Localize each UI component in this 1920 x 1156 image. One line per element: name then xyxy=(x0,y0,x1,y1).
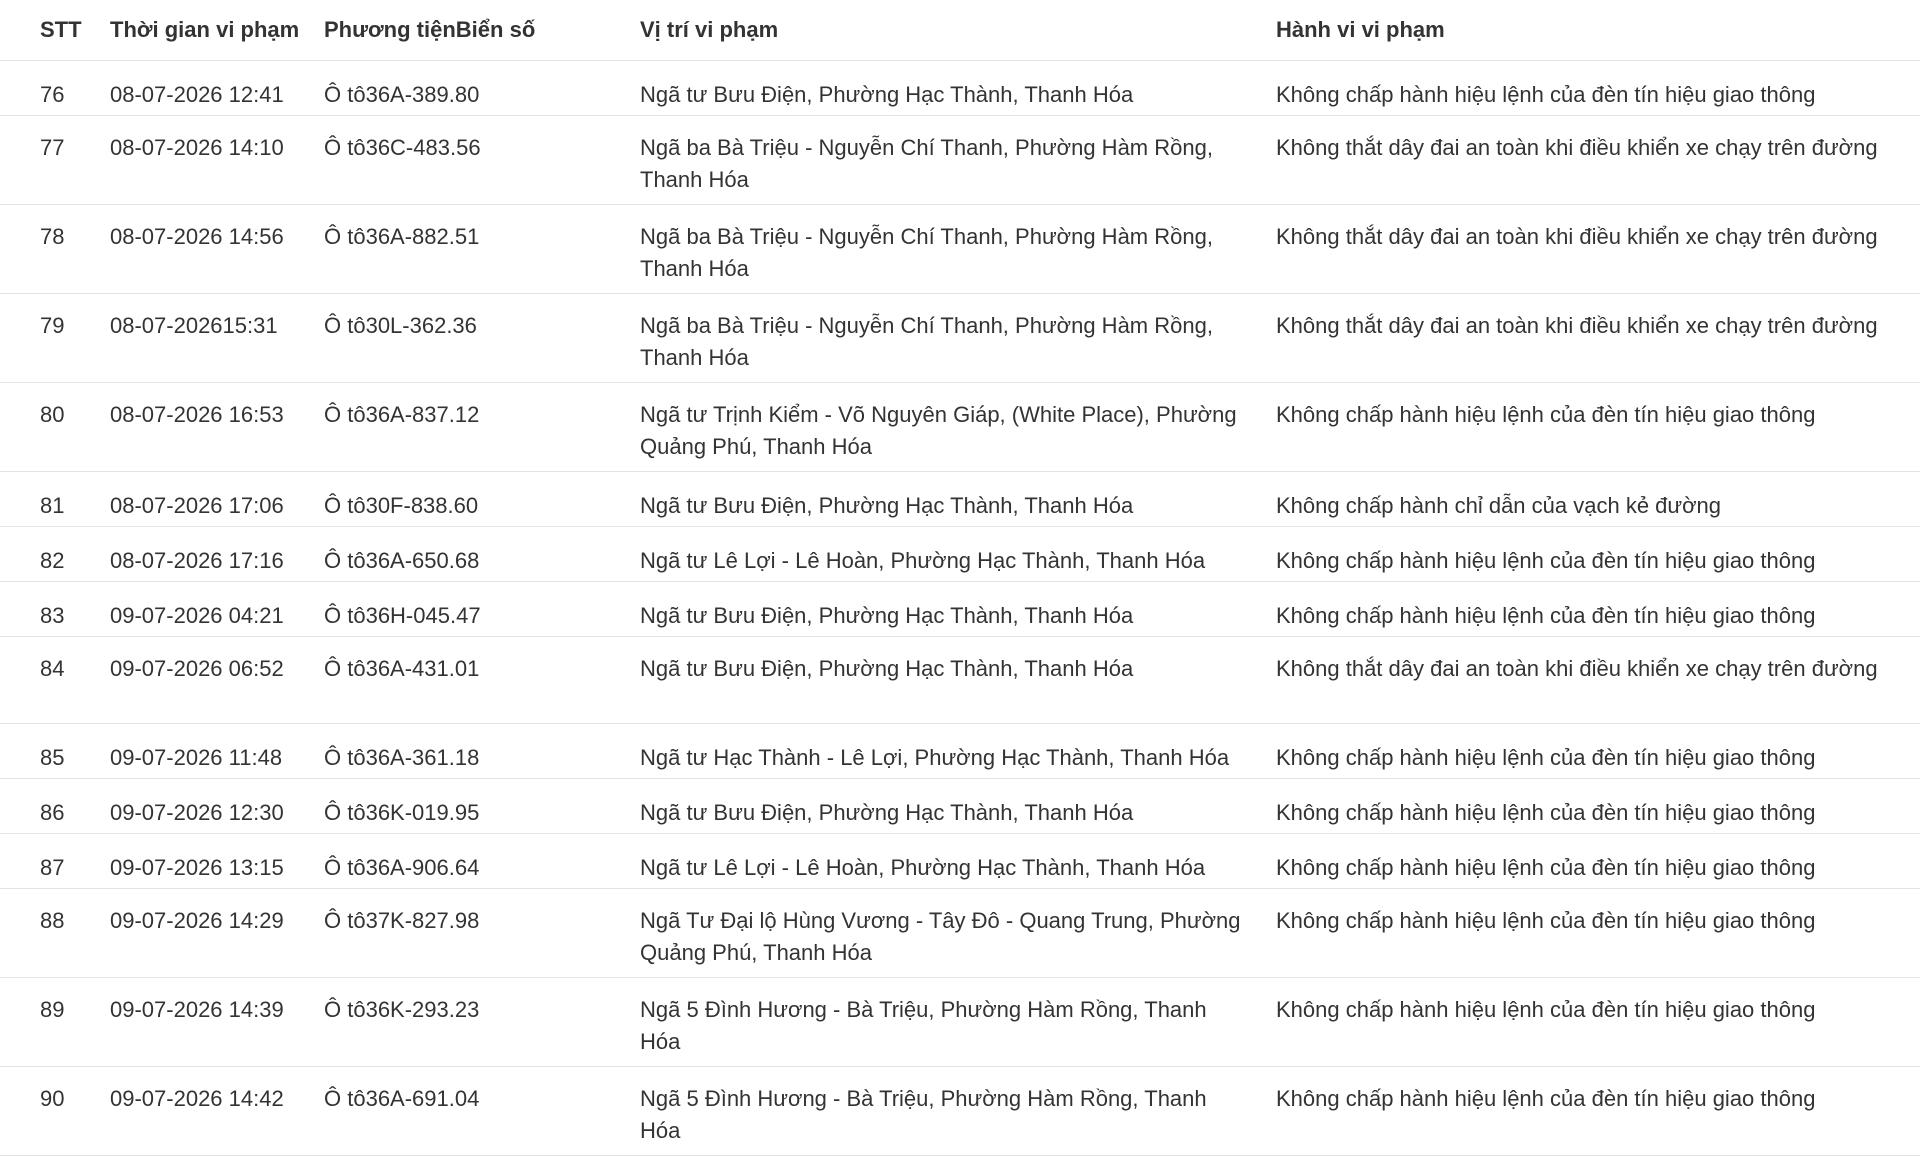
cell-vehicle: Ô tô xyxy=(324,312,366,338)
cell-vehicle-plate xyxy=(324,204,640,293)
header-stt: STT xyxy=(40,16,82,42)
cell-stt: 89 xyxy=(40,996,65,1022)
cell-stt: 86 xyxy=(40,799,65,825)
cell-vehicle: Ô tô xyxy=(324,655,366,681)
cell-vehicle: Ô tô xyxy=(324,134,366,160)
cell-behavior-text: Không chấp hành hiệu lệnh của đèn tín hiệu giao thông xyxy=(1276,907,1816,933)
cell-location-text: Ngã tư Bưu Điện, Phường Hạc Thành, Thanh Hóa xyxy=(640,81,1134,107)
cell-plate: 36A-882.51 xyxy=(365,223,480,249)
cell-vehicle-plate xyxy=(324,382,640,471)
cell-location xyxy=(640,471,1276,526)
cell-location xyxy=(640,382,1276,471)
cell-behavior-text: Không thắt dây đai an toàn khi điều khiển xe chạy trên đường xyxy=(1276,312,1878,338)
cell-plate: 36K-019.95 xyxy=(365,799,480,825)
cell-behavior-text: Không chấp hành hiệu lệnh của đèn tín hiệu giao thông xyxy=(1276,996,1816,1022)
cell-behavior-text: Không thắt dây đai an toàn khi điều khiển xe chạy trên đường xyxy=(1276,655,1878,681)
header-plate: Biển số xyxy=(455,16,536,42)
cell-vehicle-plate xyxy=(324,723,640,778)
cell-vehicle-plate xyxy=(324,115,640,204)
cell-time: 09-07-2026 14:39 xyxy=(110,996,284,1022)
cell-plate: 36A-837.12 xyxy=(365,401,480,427)
cell-behavior-text: Không chấp hành hiệu lệnh của đèn tín hiệu giao thông xyxy=(1276,401,1816,427)
cell-behavior-text: Không thắt dây đai an toàn khi điều khiển xe chạy trên đường xyxy=(1276,223,1878,249)
cell-stt: 87 xyxy=(40,854,65,880)
cell-behavior xyxy=(1276,60,1920,115)
cell-plate: 36A-389.80 xyxy=(365,81,480,107)
cell-vehicle: Ô tô xyxy=(324,1085,366,1111)
cell-vehicle-plate xyxy=(324,778,640,833)
cell-location-text: Ngã ba Bà Triệu - Nguyễn Chí Thanh, Phường Hàm Rồng, Thanh Hóa xyxy=(640,223,1213,281)
cell-time: 09-07-2026 13:15 xyxy=(110,854,284,880)
cell-time: 08-07-202615:31 xyxy=(110,312,278,338)
cell-stt: 77 xyxy=(40,134,65,160)
cell-time: 09-07-2026 06:52 xyxy=(110,655,284,681)
cell-vehicle-plate xyxy=(324,581,640,636)
cell-location xyxy=(640,636,1276,723)
cell-time: 09-07-2026 04:21 xyxy=(110,602,284,628)
cell-behavior xyxy=(1276,778,1920,833)
cell-vehicle-plate xyxy=(324,636,640,723)
cell-location-text: Ngã ba Bà Triệu - Nguyễn Chí Thanh, Phường Hàm Rồng, Thanh Hóa xyxy=(640,312,1213,370)
cell-plate: 36A-691.04 xyxy=(365,1085,480,1111)
table-row xyxy=(0,778,1920,833)
cell-vehicle: Ô tô xyxy=(324,401,366,427)
cell-behavior-text: Không chấp hành hiệu lệnh của đèn tín hiệu giao thông xyxy=(1276,744,1816,770)
cell-behavior-text: Không chấp hành hiệu lệnh của đèn tín hiệu giao thông xyxy=(1276,854,1816,880)
cell-vehicle: Ô tô xyxy=(324,602,366,628)
cell-location-text: Ngã tư Trịnh Kiểm - Võ Nguyên Giáp, (White Place), Phường Quảng Phú, Thanh Hóa xyxy=(640,401,1237,459)
cell-location-text: Ngã tư Lê Lợi - Lê Hoàn, Phường Hạc Thành, Thanh Hóa xyxy=(640,854,1206,880)
cell-behavior xyxy=(1276,382,1920,471)
cell-location xyxy=(640,723,1276,778)
cell-location xyxy=(640,293,1276,382)
cell-plate: 36A-361.18 xyxy=(365,744,480,770)
table-row xyxy=(0,115,1920,204)
cell-location xyxy=(640,833,1276,888)
table-row xyxy=(0,636,1920,723)
cell-location xyxy=(640,526,1276,581)
cell-stt: 85 xyxy=(40,744,65,770)
cell-vehicle: Ô tô xyxy=(324,854,366,880)
cell-plate: 30L-362.36 xyxy=(365,312,477,338)
cell-time: 08-07-2026 14:10 xyxy=(110,134,284,160)
cell-stt: 82 xyxy=(40,547,65,573)
cell-stt: 79 xyxy=(40,312,65,338)
cell-time: 09-07-2026 11:48 xyxy=(110,744,283,770)
cell-location xyxy=(640,115,1276,204)
cell-stt: 78 xyxy=(40,223,65,249)
cell-plate: 36C-483.56 xyxy=(365,134,481,160)
cell-vehicle: Ô tô xyxy=(324,907,366,933)
cell-behavior xyxy=(1276,1066,1920,1155)
cell-vehicle-plate xyxy=(324,1066,640,1155)
cell-location xyxy=(640,581,1276,636)
cell-behavior-text: Không chấp hành hiệu lệnh của đèn tín hiệu giao thông xyxy=(1276,81,1816,107)
header-vehicle-plate xyxy=(324,0,640,60)
cell-location-text: Ngã tư Lê Lợi - Lê Hoàn, Phường Hạc Thành, Thanh Hóa xyxy=(640,547,1206,573)
cell-location xyxy=(640,778,1276,833)
table-body xyxy=(0,60,1920,1155)
cell-time: 09-07-2026 12:30 xyxy=(110,799,284,825)
cell-plate: 30F-838.60 xyxy=(365,492,479,518)
cell-vehicle: Ô tô xyxy=(324,223,366,249)
table-row xyxy=(0,723,1920,778)
cell-time: 08-07-2026 16:53 xyxy=(110,401,284,427)
cell-vehicle-plate xyxy=(324,526,640,581)
cell-behavior xyxy=(1276,526,1920,581)
cell-time: 08-07-2026 14:56 xyxy=(110,223,284,249)
header-time: Thời gian vi phạm xyxy=(110,16,300,42)
cell-behavior-text: Không chấp hành hiệu lệnh của đèn tín hiệu giao thông xyxy=(1276,602,1816,628)
cell-time: 08-07-2026 17:16 xyxy=(110,547,284,573)
cell-stt: 80 xyxy=(40,401,65,427)
table-header xyxy=(0,0,1920,60)
cell-behavior xyxy=(1276,888,1920,977)
cell-behavior xyxy=(1276,636,1920,723)
cell-location-text: Ngã tư Bưu Điện, Phường Hạc Thành, Thanh Hóa xyxy=(640,492,1134,518)
cell-location-text: Ngã tư Hạc Thành - Lê Lợi, Phường Hạc Thành, Thanh Hóa xyxy=(640,744,1230,770)
cell-behavior-text: Không chấp hành hiệu lệnh của đèn tín hiệu giao thông xyxy=(1276,1085,1816,1111)
table-row xyxy=(0,526,1920,581)
table-row xyxy=(0,382,1920,471)
cell-location-text: Ngã ba Bà Triệu - Nguyễn Chí Thanh, Phường Hàm Rồng, Thanh Hóa xyxy=(640,134,1213,192)
cell-location-text: Ngã tư Bưu Điện, Phường Hạc Thành, Thanh Hóa xyxy=(640,799,1134,825)
table-row xyxy=(0,581,1920,636)
header-row xyxy=(0,0,1920,60)
cell-stt: 90 xyxy=(40,1085,65,1111)
cell-location xyxy=(640,1066,1276,1155)
cell-behavior xyxy=(1276,581,1920,636)
cell-stt: 83 xyxy=(40,602,65,628)
table-row xyxy=(0,471,1920,526)
cell-behavior xyxy=(1276,293,1920,382)
cell-behavior xyxy=(1276,471,1920,526)
cell-behavior xyxy=(1276,833,1920,888)
cell-location-text: Ngã tư Bưu Điện, Phường Hạc Thành, Thanh Hóa xyxy=(640,655,1134,681)
cell-plate: 36K-293.23 xyxy=(365,996,480,1022)
header-vehicle: Phương tiện xyxy=(324,16,456,42)
cell-location-text: Ngã 5 Đình Hương - Bà Triệu, Phường Hàm Rồng, Thanh Hóa xyxy=(640,996,1207,1054)
cell-behavior-text: Không chấp hành hiệu lệnh của đèn tín hiệu giao thông xyxy=(1276,547,1816,573)
cell-time: 09-07-2026 14:42 xyxy=(110,1085,284,1111)
table-row xyxy=(0,833,1920,888)
cell-time: 08-07-2026 12:41 xyxy=(110,81,284,107)
cell-vehicle: Ô tô xyxy=(324,547,366,573)
cell-vehicle-plate xyxy=(324,471,640,526)
cell-vehicle-plate xyxy=(324,833,640,888)
cell-stt: 81 xyxy=(40,492,65,518)
cell-location xyxy=(640,60,1276,115)
cell-location xyxy=(640,204,1276,293)
cell-behavior xyxy=(1276,204,1920,293)
cell-time: 08-07-2026 17:06 xyxy=(110,492,284,518)
cell-plate: 36A-650.68 xyxy=(365,547,480,573)
cell-location xyxy=(640,977,1276,1066)
cell-stt: 84 xyxy=(40,655,65,681)
cell-vehicle: Ô tô xyxy=(324,492,366,518)
header-behavior: Hành vi vi phạm xyxy=(1276,16,1445,42)
cell-plate: 36A-906.64 xyxy=(365,854,480,880)
table-row xyxy=(0,60,1920,115)
cell-behavior xyxy=(1276,115,1920,204)
table-row xyxy=(0,1066,1920,1155)
cell-vehicle-plate xyxy=(324,888,640,977)
table-row xyxy=(0,977,1920,1066)
cell-vehicle-plate xyxy=(324,60,640,115)
cell-plate: 36A-431.01 xyxy=(365,655,480,681)
cell-behavior xyxy=(1276,723,1920,778)
cell-stt: 88 xyxy=(40,907,65,933)
table-row xyxy=(0,204,1920,293)
cell-location-text: Ngã tư Bưu Điện, Phường Hạc Thành, Thanh Hóa xyxy=(640,602,1134,628)
table-row xyxy=(0,888,1920,977)
cell-behavior-text: Không chấp hành chỉ dẫn của vạch kẻ đường xyxy=(1276,492,1722,518)
cell-location-text: Ngã Tư Đại lộ Hùng Vương - Tây Đô - Quang Trung, Phường Quảng Phú, Thanh Hóa xyxy=(640,907,1241,965)
cell-behavior-text: Không chấp hành hiệu lệnh của đèn tín hiệu giao thông xyxy=(1276,799,1816,825)
cell-vehicle-plate xyxy=(324,293,640,382)
table-row xyxy=(0,293,1920,382)
cell-vehicle: Ô tô xyxy=(324,799,366,825)
cell-location xyxy=(640,888,1276,977)
cell-location-text: Ngã 5 Đình Hương - Bà Triệu, Phường Hàm Rồng, Thanh Hóa xyxy=(640,1085,1207,1143)
cell-vehicle: Ô tô xyxy=(324,996,366,1022)
cell-behavior xyxy=(1276,977,1920,1066)
header-location: Vị trí vi phạm xyxy=(640,16,779,42)
cell-behavior-text: Không thắt dây đai an toàn khi điều khiển xe chạy trên đường xyxy=(1276,134,1878,160)
cell-plate: 37K-827.98 xyxy=(365,907,480,933)
cell-stt: 76 xyxy=(40,81,65,107)
cell-vehicle: Ô tô xyxy=(324,81,366,107)
cell-time: 09-07-2026 14:29 xyxy=(110,907,284,933)
cell-vehicle-plate xyxy=(324,977,640,1066)
cell-plate: 36H-045.47 xyxy=(365,602,481,628)
cell-vehicle: Ô tô xyxy=(324,744,366,770)
